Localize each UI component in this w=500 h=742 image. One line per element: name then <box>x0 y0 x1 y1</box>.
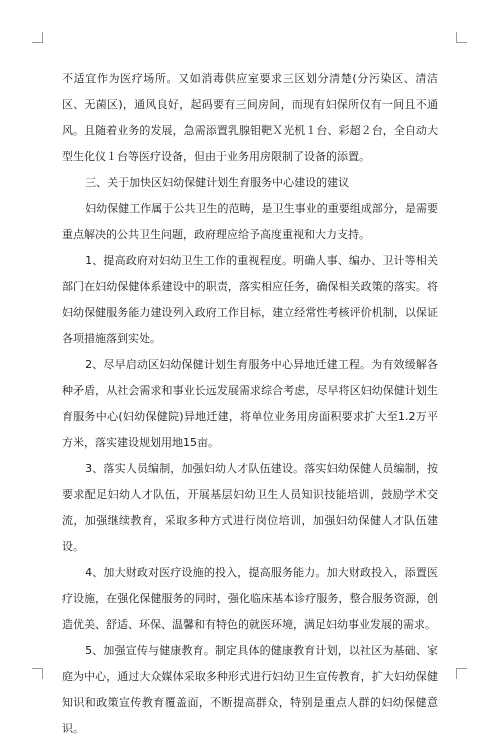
document-body <box>62 66 438 742</box>
paragraph-item-1: 1、提高政府对妇幼卫生工作的重视程度。明确人事、编办、卫计等相关部门在妇幼保健体系建设中的职责，落实相应任务，确保相关政策的落实。将妇幼保健服务能力建设列入政府工作目标，建立经常性考核评价机制，以保证各项措施落到实处。 <box>62 254 438 345</box>
crop-mark-top-right <box>456 32 467 43</box>
crop-mark-top-left <box>32 32 43 43</box>
paragraph-item-3: 3、落实人员编制，加强妇幼人才队伍建设。落实妇幼保健人员编制，按要求配足妇幼人才队伍，开展基层妇幼卫生人员知识技能培训，鼓励学术交流，加强继续教育，采取多种方式进行岗位培训，加强妇幼保健人才队伍建设。 <box>62 462 438 553</box>
section-heading: 三、关于加快区妇幼保健计划生育服务中心建设的建议 <box>85 176 350 189</box>
crop-mark-bottom-left <box>32 668 43 679</box>
paragraph-intro: 妇幼保健工作属于公共卫生的范畴，是卫生事业的重要组成部分，是需要重点解决的公共卫生问题，政府理应给予高度重视和大力支持。 <box>62 202 438 241</box>
paragraph-continuation: 不适宜作为医疗场所。又如消毒供应室要求三区划分清楚(分污染区、清洁区、无菌区)，通风良好，起码要有三间房间，而现有妇保所仅有一间且不通风。且随着业务的发展，急需添置乳腺钼靶Ｘ光机１台、彩超２台，全自动大型生化仪１台等医疗设备，但由于业务用房限制了设备的添置。 <box>62 72 438 163</box>
paragraph-item-2: 2、尽早启动区妇幼保健计划生育服务中心异地迁建工程。为有效缓解各种矛盾，从社会需求和事业长远发展需求综合考虑，尽早将区妇幼保健计划生育服务中心(妇幼保健院)异地迁建，将单位业务用房面积要求扩大至1.2万平方米，落实建设规划用地15亩。 <box>62 358 438 449</box>
paragraph-item-5: 5、加强宣传与健康教育。制定具体的健康教育计划，以社区为基础、家庭为中心，通过大众媒体采取多种形式进行妇幼卫生宣传教育，扩大妇幼保健知识和政策宣传教育覆盖面，不断提高群众，特别是重点人群的妇幼保健意识。 <box>62 644 438 735</box>
crop-mark-bottom-right <box>456 668 467 679</box>
paragraph-item-4: 4、加大财政对医疗设施的投入，提高服务能力。加大财政投入，添置医疗设施，在强化保健服务的同时，强化临床基本诊疗服务，整合服务资源，创造优美、舒适、环保、温馨和有特色的就医环境，满足妇幼事业发展的需求。 <box>62 566 438 631</box>
